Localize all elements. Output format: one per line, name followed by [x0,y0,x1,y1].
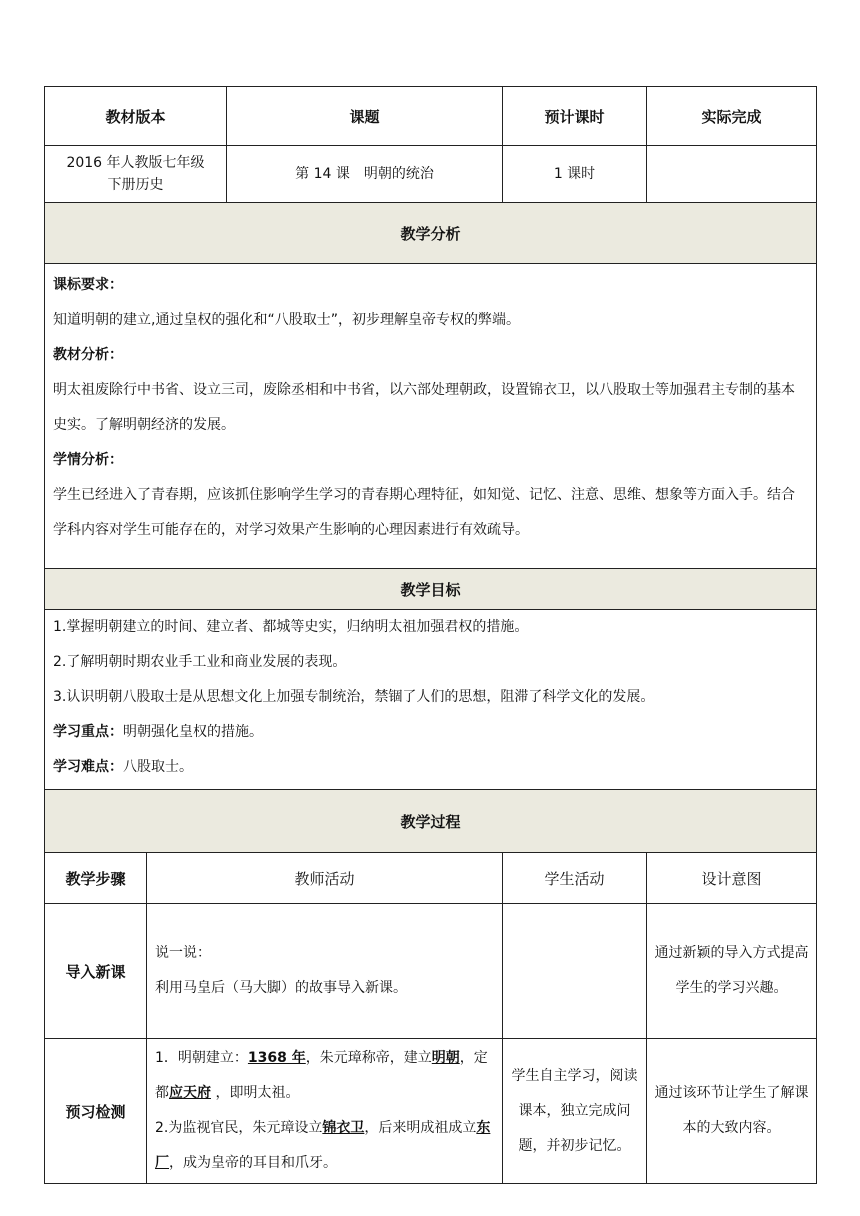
answer-dongchang: 东厂 [155,1120,491,1171]
teacher-intro [147,904,503,1039]
text-fragment: 1．明朝建立： [155,1050,248,1066]
key-point-text: 明朝强化皇权的措施。 [123,724,263,740]
preview-item-2 [155,1111,494,1181]
answer-jinyiwei: 锦衣卫 [322,1120,365,1136]
teacher-preview [147,1039,503,1184]
objective-2: 2.了解明朝时期农业手工业和商业发展的表现。 [53,654,347,670]
textbook-text: 明太祖废除行中书省、设立三司，废除丞相和中书省，以六部处理朝政，设置锦衣卫，以八股取士等加强君主专制的基本史实。了解明朝经济的发展。 [53,382,795,433]
process-title: 教学过程 [45,790,817,853]
edition-cell [45,146,227,203]
lesson-plan-sheet [44,86,816,1184]
header-planned-hours: 预计课时 [503,87,647,146]
text-fragment: 2.为监视官民，朱元璋设立 [155,1120,323,1136]
answer-dynasty: 明朝 [431,1050,460,1066]
difficulty-label: 学习难点： [53,759,123,775]
process-title-row [45,790,817,853]
analysis-title: 教学分析 [45,203,817,264]
difficulty-point [53,750,808,785]
curriculum-text: 知道明朝的建立,通过皇权的强化和“八股取士”，初步理解皇帝专权的弊端。 [53,312,520,328]
objective-3: 3.认识明朝八股取士是从思想文化上加强专制统治，禁锢了人们的思想，阻滞了科学文化的发展。 [53,689,655,705]
header-topic: 课题 [227,87,503,146]
actual-cell [647,146,817,203]
col-design: 设计意图 [647,853,817,904]
step-intro: 导入新课 [45,904,147,1039]
students-text: 学生已经进入了青春期，应该抓住影响学生学习的青春期心理特征，如知觉、记忆、注意、思维、想象等方面入手。结合学科内容对学生可能存在的，对学习效果产生影响的心理因素进行有效疏导。 [53,487,795,538]
answer-capital: 应天府 [169,1085,211,1101]
preview-item-1 [155,1041,494,1111]
edition-line-2: 下册历史 [107,177,164,193]
teacher-intro-line-2: 利用马皇后（马大脚）的故事导入新课。 [155,980,407,996]
text-fragment: ，即明太祖。 [211,1085,300,1101]
header-edition: 教材版本 [45,87,227,146]
header-row [45,87,817,146]
student-intro [503,904,647,1039]
process-row-intro [45,904,817,1039]
col-teacher: 教师活动 [147,853,503,904]
teacher-intro-line-1: 说一说： [155,945,211,961]
text-fragment: ，定都 [155,1050,488,1101]
analysis-body [45,264,817,569]
difficulty-text: 八股取士。 [123,759,193,775]
objectives-title-row [45,569,817,610]
hours-cell: 1 课时 [503,146,647,203]
topic-cell: 第 14 课 明朝的统治 [227,146,503,203]
key-point [53,715,808,750]
col-step: 教学步骤 [45,853,147,904]
design-preview: 通过该环节让学生了解课本的大致内容。 [647,1039,817,1184]
key-point-label: 学习重点： [53,724,123,740]
textbook-label: 教材分析： [53,347,123,363]
header-actual: 实际完成 [647,87,817,146]
edition-line-1: 2016 年人教版七年级 [66,155,205,171]
curriculum-label: 课标要求： [53,277,123,293]
objectives-title: 教学目标 [45,569,817,610]
student-preview: 学生自主学习，阅读课本，独立完成问题，并初步记忆。 [503,1039,647,1184]
text-fragment: ，朱元璋称帝，建立 [305,1050,432,1066]
students-label: 学情分析： [53,452,123,468]
objectives-body-row [45,610,817,790]
objective-1: 1.掌握明朝建立的时间、建立者、都城等史实，归纳明太祖加强君权的措施。 [53,619,529,635]
text-fragment: ，成为皇帝的耳目和爪牙。 [169,1155,337,1171]
text-fragment: ，后来明成祖成立 [364,1120,477,1136]
process-row-preview [45,1039,817,1184]
col-student: 学生活动 [503,853,647,904]
lesson-plan-table [44,86,817,1184]
analysis-body-row [45,264,817,569]
analysis-title-row [45,203,817,264]
answer-year: 1368 年 [247,1050,306,1066]
info-row [45,146,817,203]
process-header-row [45,853,817,904]
step-preview: 预习检测 [45,1039,147,1184]
design-intro: 通过新颖的导入方式提高学生的学习兴趣。 [647,904,817,1039]
objectives-body [45,610,817,790]
